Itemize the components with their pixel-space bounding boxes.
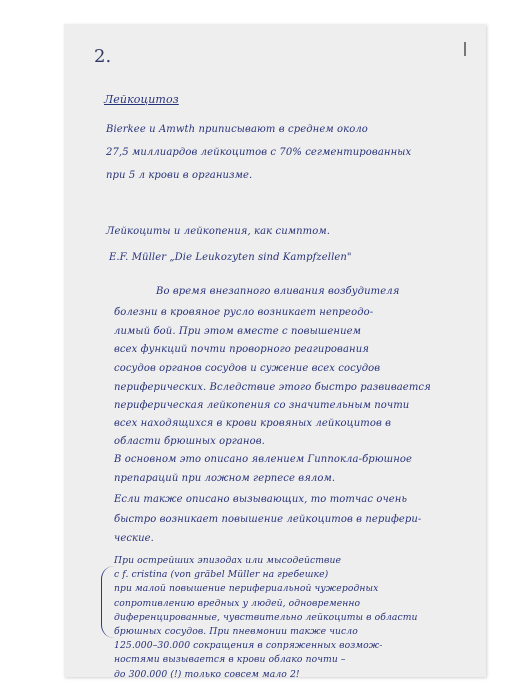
paragraph-2-line: области брюшных органов. bbox=[114, 436, 265, 447]
paragraph-2-line: сосудов органов сосудов и сужение всех сосудов bbox=[114, 363, 381, 374]
paragraph-4-line: сопротивлению вредных у людей, одновременно bbox=[114, 597, 361, 609]
paragraph-4-line: с f. cristina (von gräbel Müller на гребешке) bbox=[114, 569, 329, 581]
page-heading: Лейкоцитоз bbox=[104, 93, 179, 106]
paragraph-2-line: всех функций почти проворного реагирования bbox=[114, 344, 369, 355]
paragraph-4-line: ностями вызывается в крови облако почти – bbox=[114, 654, 346, 666]
paragraph-4-line: При острейших эпизодах или мысодействие bbox=[114, 555, 342, 566]
paragraph-1-line: Bierkee и Amwth приписывают в среднем около bbox=[106, 124, 368, 135]
paragraph-2-line: болезни в кровяное русло возникает непреодо- bbox=[114, 307, 374, 318]
corner-pencil-mark bbox=[464, 42, 466, 56]
page-number: 2. bbox=[94, 46, 112, 67]
paragraph-2-line: В основном это описано явлением Гиппокла-брюшное bbox=[114, 454, 413, 465]
paragraph-2-line: препараций при ложном герпесе вялом. bbox=[114, 473, 336, 484]
paragraph-3-line: ческие. bbox=[114, 533, 154, 544]
paragraph-4-line: диференцированные, чувствительно лейкоциты в области bbox=[114, 611, 418, 623]
paragraph-3-line: Если также описано вызывающих, то тотчас очень bbox=[114, 494, 408, 505]
paragraph-2-line: всех находящихся в крови кровяных лейкоцитов в bbox=[114, 418, 392, 429]
paragraph-2-line: Во время внезапного вливания возбудителя bbox=[156, 286, 400, 297]
paragraph-1-line: при 5 л крови в организме. bbox=[106, 170, 253, 181]
paragraph-3-line: быстро возникает повышение лейкоцитов в перифери- bbox=[114, 514, 422, 525]
paragraph-4-line: брюшных сосудов. При пневмонии также число bbox=[114, 626, 358, 637]
paragraph-4-line: до 300.000 (!) только совсем мало 2! bbox=[114, 668, 300, 680]
subheading: Лейкоциты и лейкопения, как симптом. bbox=[106, 226, 331, 237]
paragraph-2-line: периферических. Вследствие этого быстро развивается bbox=[114, 382, 431, 393]
paragraph-1-line: 27,5 миллиардов лейкоцитов с 70% сегментированных bbox=[106, 147, 412, 158]
quote: E.F. Müller „Die Leukozyten sind Kampfzellen" bbox=[109, 252, 352, 263]
paragraph-4-line: при малой повышение перифериальной чужеродных bbox=[114, 583, 379, 595]
manuscript-page bbox=[64, 24, 486, 680]
paragraph-4-line: 125.000–30.000 сокращения в сопряженных возмож- bbox=[114, 640, 383, 652]
margin-bracket bbox=[101, 566, 114, 638]
paragraph-2-line: лимый бой. При этом вместе с повышением bbox=[114, 326, 362, 337]
paragraph-2-line: периферическая лейкопения со значительным почти bbox=[114, 400, 410, 411]
